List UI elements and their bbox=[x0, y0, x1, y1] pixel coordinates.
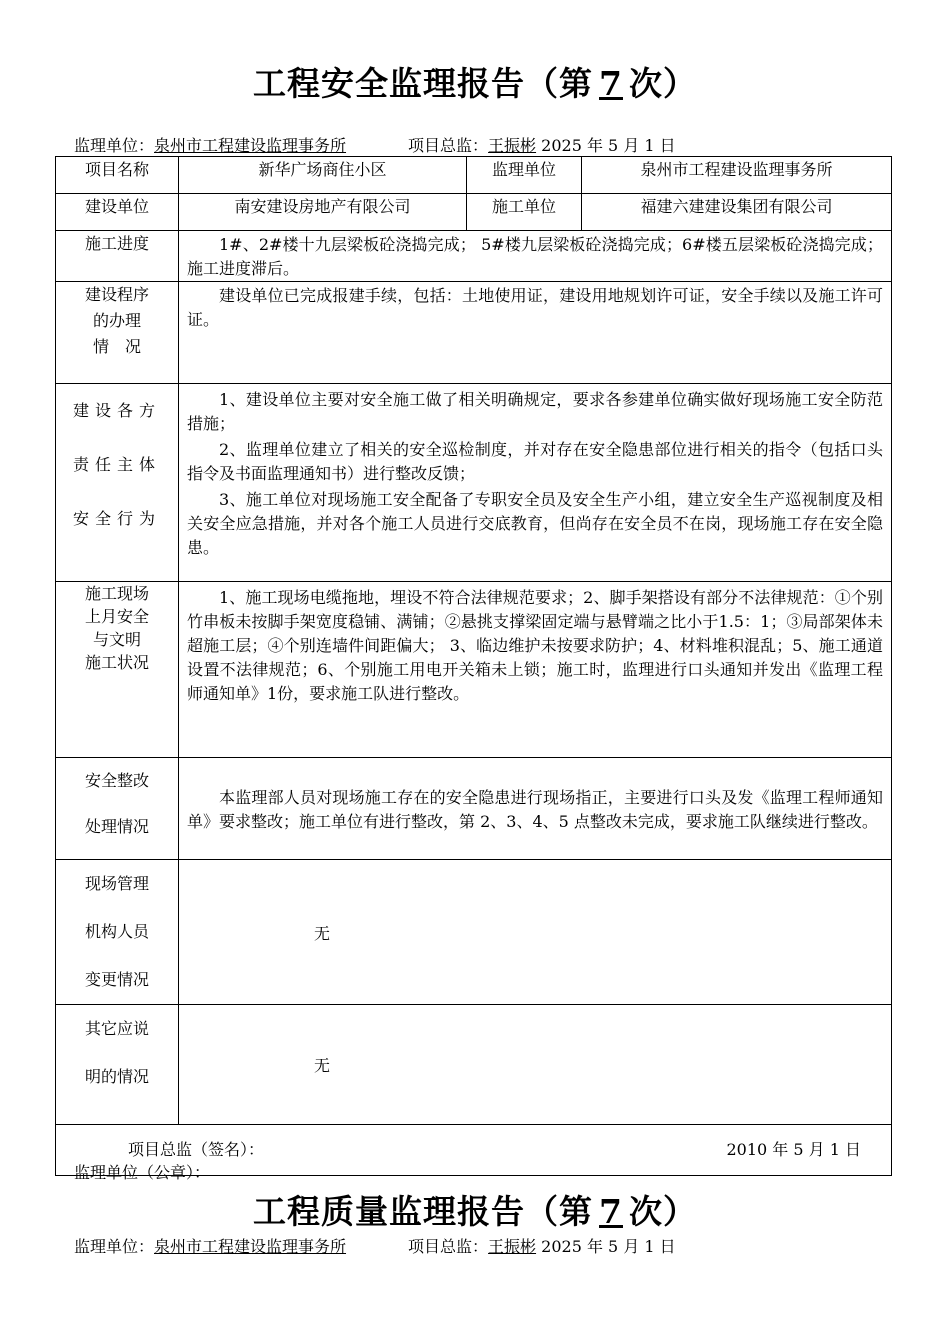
safety-unit-label: 监理单位： bbox=[74, 136, 155, 155]
construction-unit-label: 建设单位 bbox=[56, 194, 179, 231]
procedure-label-line-2: 的办理 bbox=[92, 311, 141, 330]
table-row bbox=[56, 1005, 892, 1125]
rectify-cell bbox=[179, 758, 892, 860]
table-row bbox=[56, 860, 892, 1005]
builder-unit-label: 施工单位 bbox=[467, 194, 582, 231]
other-label-line-2: 明的情况 bbox=[84, 1067, 149, 1086]
safety-meta-line bbox=[74, 133, 676, 156]
safety-director-label: 项目总监： bbox=[408, 136, 489, 155]
behavior-label-line-3: 安全行为 bbox=[72, 509, 161, 528]
staff-label-line-2: 机构人员 bbox=[84, 922, 149, 941]
staff-label-line-3: 变更情况 bbox=[84, 970, 149, 989]
behavior-cell bbox=[179, 384, 892, 582]
staff-text: 无 bbox=[314, 923, 331, 943]
safety-director-value: 王振彬 bbox=[488, 136, 537, 155]
progress-cell bbox=[179, 231, 892, 282]
progress-text: 1#、2#楼十九层梁板砼浇捣完成； 5#楼九层梁板砼浇捣完成；6#楼五层梁板砼浇捣完成；施工进度滞后。 bbox=[187, 235, 883, 278]
construction-unit-value: 南安建设房地产有限公司 bbox=[179, 194, 467, 231]
rectify-label-line-2: 处理情况 bbox=[84, 817, 149, 836]
behavior-item: 2、监理单位建立了相关的安全巡检制度，并对存在安全隐患部位进行相关的指令（包括口头指令及书面监理通知书）进行整改反馈； bbox=[187, 440, 883, 483]
procedure-cell bbox=[179, 282, 892, 384]
table-row bbox=[56, 582, 892, 758]
table-row bbox=[56, 384, 892, 582]
site-label-line-3: 与文明 bbox=[92, 630, 141, 649]
quality-unit-label: 监理单位： bbox=[74, 1237, 155, 1256]
staff-label-line-1: 现场管理 bbox=[84, 874, 149, 893]
quality-director-label: 项目总监： bbox=[408, 1237, 489, 1256]
supervision-unit-label: 监理单位 bbox=[467, 157, 582, 194]
site-text: 1、施工现场电缆拖地，埋设不符合法律规范要求；2、脚手架搭设有部分不法律规范：①个别竹串板未按脚手架宽度稳铺、满铺；②悬挑支撑梁固定端与悬臂端之比小于1.5：1；③局部架体未超施工层；④个别连墙件间距偏大； 3、临边维护未按要求防护；4、材料堆积混乱；5、施工通道设置不法律规范；6、个别施工用电开关箱未上锁；施工时，监理进行口头通知并发出《监理工程师通知单》1份，要求施工队进行整改。 bbox=[187, 588, 883, 703]
progress-label: 施工进度 bbox=[56, 231, 179, 282]
behavior-item: 3、施工单位对现场施工安全配备了专职安全员及安全生产小组，建立安全生产巡视制度及相关安全应急措施，并对各个施工人员进行交底教育，但尚存在安全员不在岗，现场施工存在安全隐患。 bbox=[187, 490, 883, 557]
behavior-label-line-2: 责任主体 bbox=[72, 455, 161, 474]
signature-date: 2010 年 5 月 1 日 bbox=[726, 1140, 861, 1159]
rectify-text: 本监理部人员对现场施工存在的安全隐患进行现场指正，主要进行口头及发《监理工程师通知单》要求整改；施工单位有进行整改，第 2、3、4、5 点整改未完成，要求施工队继续进行整改。 bbox=[187, 787, 883, 831]
rectify-label-line-1: 安全整改 bbox=[84, 771, 149, 790]
site-label-line-4: 施工状况 bbox=[84, 653, 149, 672]
procedure-label-line-1: 建设程序 bbox=[84, 285, 149, 304]
quality-title-number: 7 bbox=[599, 1192, 623, 1231]
staff-label bbox=[56, 860, 179, 1005]
table-row bbox=[56, 282, 892, 384]
site-label-line-2: 上月安全 bbox=[84, 607, 149, 626]
table-row bbox=[56, 758, 892, 860]
rectify-label bbox=[56, 758, 179, 860]
quality-unit-value: 泉州市工程建设监理事务所 bbox=[154, 1237, 347, 1256]
safety-unit-value: 泉州市工程建设监理事务所 bbox=[154, 136, 347, 155]
builder-unit-value: 福建六建建设集团有限公司 bbox=[582, 194, 892, 231]
site-label-line-1: 施工现场 bbox=[84, 584, 149, 603]
project-name-label: 项目名称 bbox=[56, 157, 179, 194]
quality-director-value: 王振彬 bbox=[488, 1237, 537, 1256]
behavior-item: 1、建设单位主要对安全施工做了相关明确规定，要求各参建单位确实做好现场施工安全防范措施； bbox=[187, 390, 883, 433]
staff-cell bbox=[179, 860, 892, 1005]
other-cell bbox=[179, 1005, 892, 1125]
quality-report-date: 2025 年 5 月 1 日 bbox=[541, 1237, 676, 1256]
table-row bbox=[56, 194, 892, 231]
safety-report-table bbox=[55, 156, 892, 1176]
quality-meta-line bbox=[74, 1234, 676, 1257]
table-row bbox=[56, 231, 892, 282]
other-label bbox=[56, 1005, 179, 1125]
quality-title-prefix: 工程质量监理报告（第 bbox=[253, 1192, 594, 1231]
signature-label: 项目总监（签名）： bbox=[128, 1140, 265, 1159]
quality-report-title bbox=[0, 1186, 950, 1233]
procedure-label-line-3: 情 况 bbox=[92, 337, 141, 356]
safety-report-title bbox=[0, 58, 950, 105]
safety-title-number: 7 bbox=[599, 64, 623, 103]
other-label-line-1: 其它应说 bbox=[84, 1019, 149, 1038]
safety-report-date: 2025 年 5 月 1 日 bbox=[541, 136, 676, 155]
behavior-label bbox=[56, 384, 179, 582]
behavior-label-line-1: 建设各方 bbox=[72, 401, 161, 420]
safety-title-suffix: 次） bbox=[628, 64, 697, 103]
quality-title-suffix: 次） bbox=[628, 1192, 697, 1231]
site-label bbox=[56, 582, 179, 758]
project-name-value: 新华广场商住小区 bbox=[179, 157, 467, 194]
site-cell bbox=[179, 582, 892, 758]
supervision-unit-value: 泉州市工程建设监理事务所 bbox=[582, 157, 892, 194]
procedure-text: 建设单位已完成报建手续，包括：土地使用证，建设用地规划许可证，安全手续以及施工许可证。 bbox=[187, 286, 883, 329]
table-row bbox=[56, 157, 892, 194]
other-text: 无 bbox=[314, 1056, 331, 1075]
safety-title-prefix: 工程安全监理报告（第 bbox=[253, 64, 594, 103]
seal-label: 监理单位（公章）： bbox=[74, 1163, 211, 1182]
procedure-label bbox=[56, 282, 179, 384]
